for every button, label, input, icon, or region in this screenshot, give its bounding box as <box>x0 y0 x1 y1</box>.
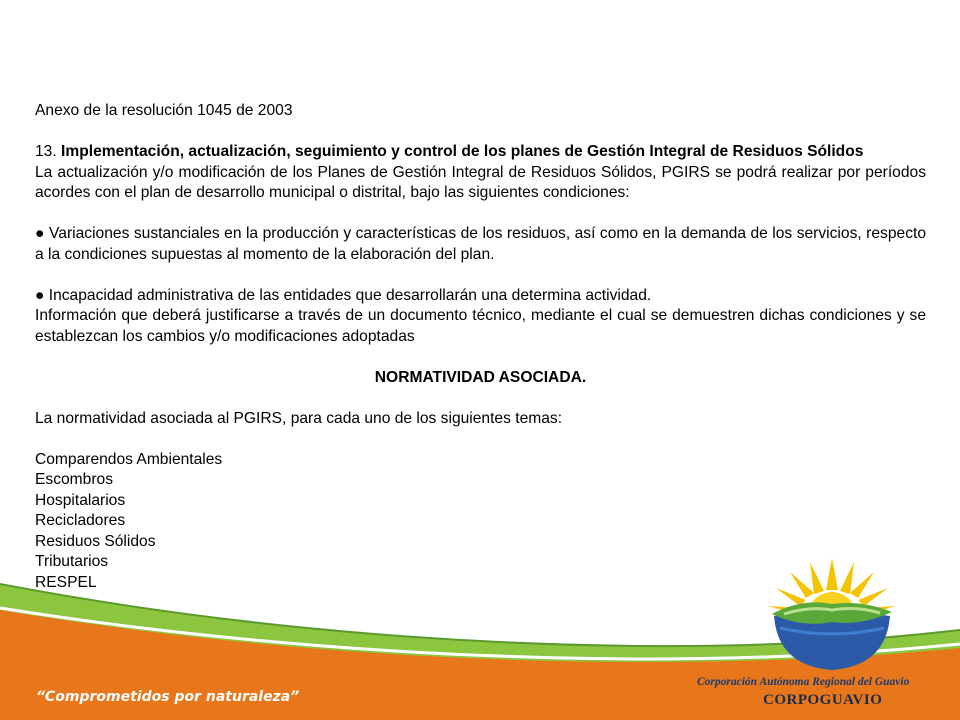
topic-item: Comparendos Ambientales <box>35 450 223 468</box>
document-body <box>35 101 926 593</box>
organization-short-name: CORPOGUAVIO <box>763 692 883 708</box>
topic-item: Residuos Sólidos <box>35 532 156 550</box>
slogan-text: “Comprometidos por naturaleza” <box>36 689 300 705</box>
section-number: 13. <box>35 143 62 160</box>
topic-item: RESPEL <box>35 573 97 591</box>
justification-paragraph: Información que deberá justificarse a través de un documento técnico, mediante el cual se demuestren dichas condiciones y se establezcan los cambios y/o modificaciones adoptadas <box>35 307 926 345</box>
topic-item: Recicladores <box>35 512 126 529</box>
condition-item-2: ● Incapacidad administrativa de las entidades que desarrollarán una determina actividad. <box>35 286 652 304</box>
topic-item: Escombros <box>35 471 113 488</box>
annex-title: Anexo de la resolución 1045 de 2003 <box>35 102 293 119</box>
condition-item-1: ● Variaciones sustanciales en la producción y características de los residuos, así como en la demanda de los servicios, respecto a la condiciones supuestas al momento de la elaboración del plan. <box>35 225 926 263</box>
organization-full-name: Corporación Autónoma Regional del Guavio <box>697 676 910 688</box>
normativity-intro: La normatividad asociada al PGIRS, para cada uno de los siguientes temas: <box>35 409 563 427</box>
section-heading: Implementación, actualización, seguimiento y control de los planes de Gestión Integral de Residuos Sólidos <box>61 143 864 160</box>
topic-item: Hospitalarios <box>35 491 126 509</box>
section-heading-line <box>35 142 926 163</box>
corpoguavio-logo-icon <box>762 556 902 674</box>
intro-paragraph: La actualización y/o modificación de los Planes de Gestión Integral de Residuos Sólidos, PGIRS se podrá realizar por períodos acordes con el plan de desarrollo municipal o distrital, bajo las siguientes condiciones: <box>35 163 926 201</box>
normativity-heading: NORMATIVIDAD ASOCIADA. <box>374 368 587 386</box>
topic-item: Tributarios <box>35 553 109 570</box>
